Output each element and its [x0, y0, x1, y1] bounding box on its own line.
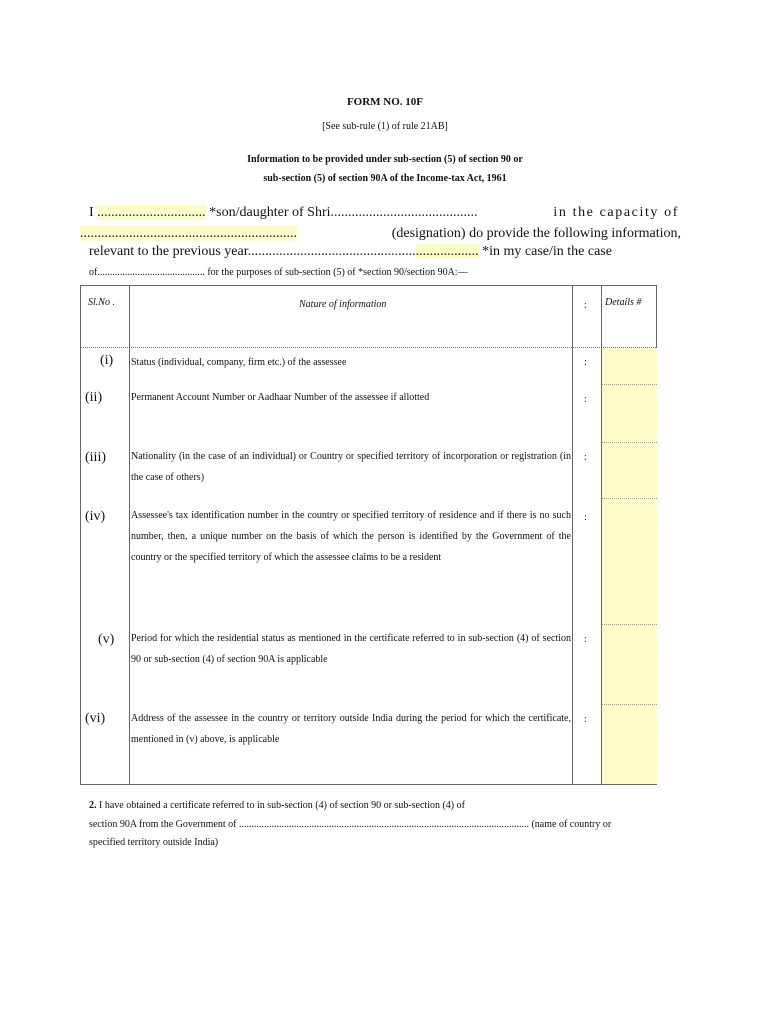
capacity-label: in the capacity of — [553, 205, 679, 220]
row-colon: : — [584, 512, 587, 523]
father-name-field[interactable]: .......................................... — [330, 205, 478, 220]
row-text: Address of the assessee in the country or territory outside India during the period for which the certificate, mentioned in (v) above, is applicable — [131, 713, 571, 745]
rule-reference: [See sub-rule (1) of rule 21AB] — [322, 121, 448, 132]
row-colon: : — [584, 634, 587, 645]
purpose-text: for the purposes of sub-section (5) of *section 90/section 90A:— — [207, 267, 468, 278]
declaration-line1 — [89, 205, 679, 221]
header-details: Details # — [605, 297, 642, 308]
case-of-field[interactable]: ........................................... — [97, 267, 205, 278]
declaration-i: I — [89, 205, 94, 220]
row-text: Status (individual, company, firm etc.) of the assessee — [131, 357, 347, 368]
row-text: Assessee's tax identification number in the country or specified territory of residence and if there is no such number, then, a unique number on the basis of which the person is identified by the Government of the country or the specified territory of which the assessee claims to be a resident — [131, 510, 571, 563]
header-nature: Nature of information — [299, 299, 387, 310]
row-sl: (i) — [100, 353, 114, 368]
information-table — [80, 285, 657, 785]
row-sl: (vi) — [85, 711, 106, 726]
para2-text2a: section 90A from the Government of — [89, 819, 237, 830]
row-text: Period for which the residential status as mentioned in the certificate referred to in sub-section (4) of section 90 or sub-section (4) of section 90A is applicable — [131, 633, 571, 665]
declaration-line2 — [80, 226, 681, 242]
designation-field[interactable]: .............................................................. — [80, 226, 297, 241]
row-text: Nationality (in the case of an individual) or Country or specified territory of incorporation or registration (in the case of others) — [131, 451, 571, 483]
designation-text: (designation) do provide the following information, — [391, 226, 681, 241]
row-text: Permanent Account Number or Aadhaar Number of the assessee if allotted — [131, 392, 430, 403]
previous-year-field[interactable]: .................................................................. — [247, 244, 479, 259]
country-field[interactable]: .................................................................................................................... — [238, 819, 529, 830]
para2-text1: I have obtained a certificate referred to in sub-section (4) of section 90 or sub-section (4) of — [99, 800, 465, 811]
details-column[interactable] — [601, 348, 657, 784]
form-title: FORM NO. 10F — [346, 96, 424, 108]
row-sl: (iii) — [85, 450, 106, 465]
declaration-line3 — [89, 244, 681, 260]
row-sl: (v) — [98, 632, 115, 647]
header-colon: : — [584, 300, 587, 311]
para2-line1 — [89, 797, 689, 815]
row-sl: (ii) — [85, 390, 103, 405]
para2-line3: specified territory outside India) — [89, 837, 219, 848]
row-colon: : — [584, 394, 587, 405]
para2-line2 — [89, 816, 689, 834]
para2-number: 2. — [89, 800, 97, 811]
row-colon: : — [584, 452, 587, 463]
of-label: of — [89, 267, 98, 278]
son-daughter-label: *son/daughter of Shri — [209, 205, 331, 220]
declaration-line4 — [89, 267, 468, 278]
info-heading-line1: Information to be provided under sub-section (5) of section 90 or — [247, 154, 523, 165]
name-field[interactable]: ............................... — [97, 205, 206, 220]
info-heading-line2: sub-section (5) of section 90A of the Income-tax Act, 1961 — [263, 173, 507, 184]
row-colon: : — [584, 714, 587, 725]
previous-year-label: relevant to the previous year — [89, 244, 248, 259]
case-label: *in my case/in the case — [482, 244, 612, 259]
para2-text2b: (name of country or — [531, 819, 612, 830]
row-colon: : — [584, 357, 587, 368]
row-sl: (iv) — [85, 509, 106, 524]
header-sl-no: Sl.No . — [88, 297, 115, 308]
